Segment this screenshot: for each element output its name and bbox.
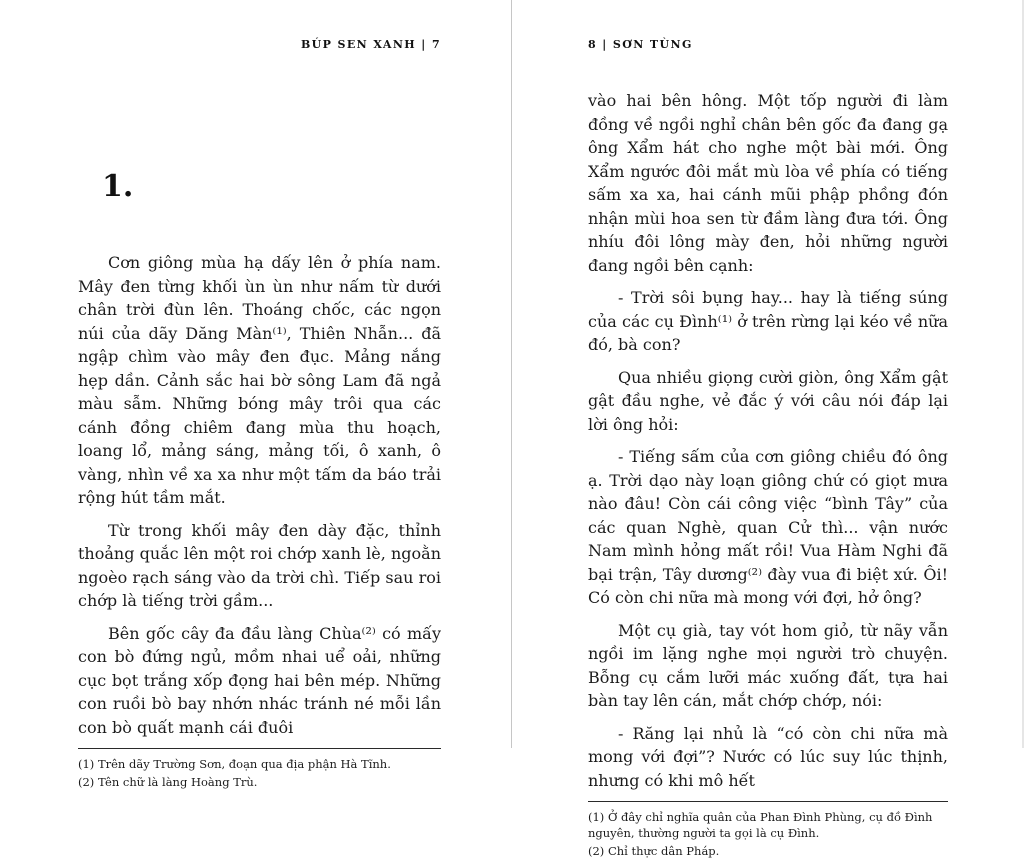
footnote: (1) Ở đây chỉ nghĩa quân của Phan Đình Phùng, cụ đồ Đình nguyên, thường người ta gọi là cụ Đình. xyxy=(588,810,933,840)
right-page-footnotes xyxy=(588,801,948,861)
paragraph: - Trời sôi bụng hay... hay là tiếng súng của các cụ Đình⁽¹⁾ ở trên rừng lại kéo về nữa đó, bà con? xyxy=(588,288,948,354)
page-right xyxy=(512,0,1024,858)
paragraph: Một cụ già, tay vót hom giỏ, từ nãy vẫn ngồi im lặng nghe mọi người trò chuyện. Bỗng cụ cắm lưỡi mác xuống đất, tựa hai bàn tay lên cán, mắt chớp chớp, nói: xyxy=(588,620,948,710)
footnote-rule xyxy=(78,748,441,749)
paragraph: vào hai bên hông. Một tốp người đi làm đồng về ngồi nghỉ chân bên gốc đa đang gạ ông Xẩm hát cho nghe một bài mới. Ông Xẩm ngước đôi mắt mù lòa về phía có tiếng sấm xa xa, hai cánh mũi phập phồng đón nhận mùi hoa sen từ đầm làng đưa tới. Ông nhíu đôi lông mày đen, hỏi những người đang ngồi bên cạnh: xyxy=(588,91,948,275)
footnote: (1) Trên dãy Trường Sơn, đoạn qua địa phận Hà Tĩnh. xyxy=(78,757,391,771)
footnote-rule xyxy=(588,801,948,802)
chapter-number: 1. xyxy=(102,169,134,204)
left-page-footnotes xyxy=(78,748,441,792)
left-page-body xyxy=(78,251,441,748)
paragraph: Bên gốc cây đa đầu làng Chùa⁽²⁾ có mấy con bò đứng ngủ, mồm nhai uể oải, những cục bọt trắng xốp đọng hai bên mép. Những con ruồi bò bay nhớn nhác tránh né mỗi lần con bò quất mạnh cái đuôi xyxy=(78,623,441,737)
paragraph: Cơn giông mùa hạ dấy lên ở phía nam. Mây đen từng khối ùn ùn như nấm từ dưới chân trời đùn lên. Thoáng chốc, các ngọn núi của dãy Dăng Màn⁽¹⁾, Thiên Nhẫn... đã ngập chìm vào mây đen đục. Mảng nắng hẹp dần. Cảnh sắc hai bờ sông Lam đã ngả màu sẫm. Những bóng mây trôi qua các cánh đồng chiêm đang mùa thu hoạch, loang lổ, mảng sáng, mảng tối, ô xanh, ô vàng, nhìn về xa xa như một tấm da báo trải rộng hút tầm mắt. xyxy=(78,253,441,507)
running-header-left: BÚP SEN XANH | 7 xyxy=(300,38,441,51)
paragraph: Qua nhiều giọng cười giòn, ông Xẩm gật gật đầu nghe, vẻ đắc ý với câu nói đáp lại lời ông hỏi: xyxy=(588,367,948,434)
footnote: (2) Chỉ thực dân Pháp. xyxy=(588,844,720,858)
running-header-right: 8 | SƠN TÙNG xyxy=(588,38,693,51)
page-left xyxy=(0,0,512,789)
paragraph: Từ trong khối mây đen dày đặc, thỉnh thoảng quắc lên một roi chớp xanh lè, ngoằn ngoèo rạch sáng vào da trời chì. Tiếp sau roi chớp là tiếng trời gầm... xyxy=(78,520,441,610)
paragraph: - Răng lại nhủ là “có còn chi nữa mà mong với đợi”? Nước có lúc suy lúc thịnh, nhưng có khi mô hết xyxy=(588,723,948,790)
paragraph: - Tiếng sấm của cơn giông chiều đó ông ạ. Trời dạo này loạn giông chứ có giọt mưa nào đâu! Còn cái công việc “bình Tây” của các quan Nghè, quan Cử thì... vận nước Nam mình hỏng mất rồi! Vua Hàm Nghi đã bại trận, Tây dương⁽²⁾ đày vua đi biệt xứ. Ôi! Có còn chi nữa mà mong với đợi, hở ông? xyxy=(588,447,948,607)
right-page-body xyxy=(588,89,948,801)
footnote: (2) Tên chữ là làng Hoàng Trù. xyxy=(78,775,258,789)
